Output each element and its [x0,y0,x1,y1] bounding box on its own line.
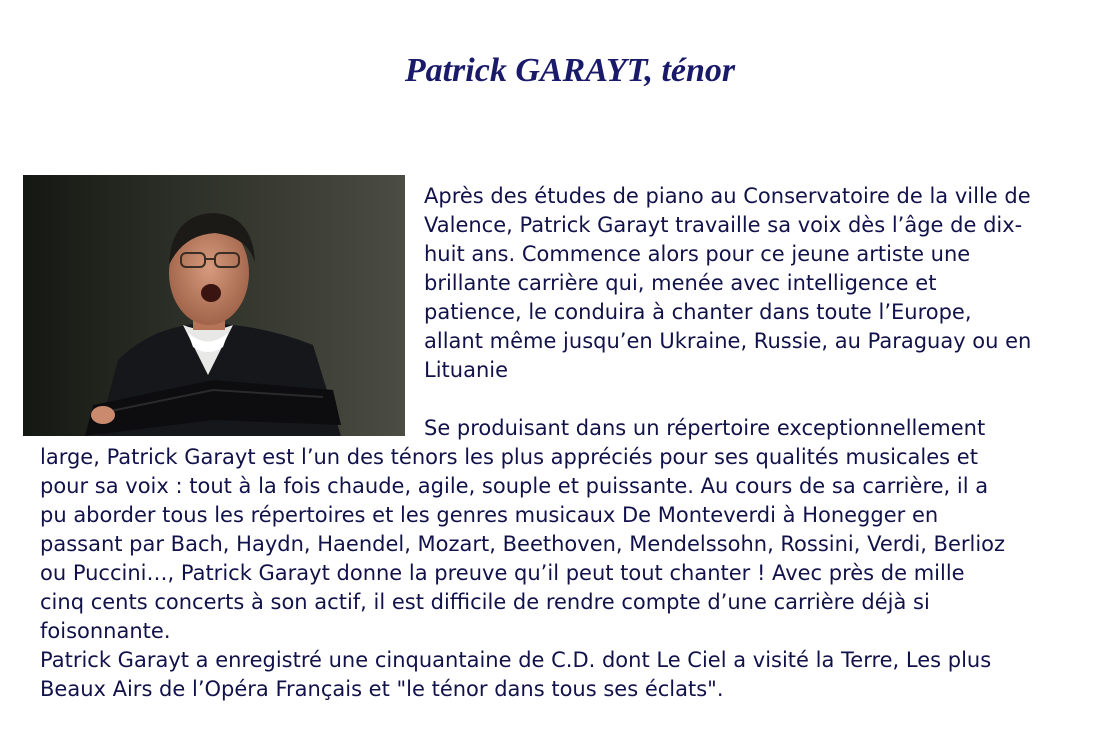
text-line: pu aborder tous les répertoires et les genres musicaux De Monteverdi à Honegger en [40,503,939,527]
singer-photo [23,175,405,436]
text-line: huit ans. Commence alors pour ce jeune artiste une [424,242,971,266]
biography-paragraph-recordings [40,646,991,704]
text-line: pour sa voix : tout à la fois chaude, agile, souple et puissante. Au cours de sa carrière, il a [40,474,989,498]
text-line: Beaux Airs de l’Opéra Français et "le ténor dans tous ses éclats". [40,677,724,701]
text-line: cinq cents concerts à son actif, il est difficile de rendre compte d’une carrière déjà si [40,590,930,614]
biography-paragraph-intro [424,182,1031,385]
text-line: Lituanie [424,358,509,382]
text-line: Valence, Patrick Garayt travaille sa voix dès l’âge de dix- [424,213,1023,237]
text-line: Se produisant dans un répertoire exceptionnellement [424,416,986,440]
text-line: Patrick Garayt a enregistré une cinquantaine de C.D. dont Le Ciel a visité la Terre, Les plus [40,648,992,672]
text-line: ou Puccini…, Patrick Garayt donne la preuve qu’il peut tout chanter ! Avec près de mille [40,561,965,585]
text-line: brillante carrière qui, menée avec intelligence et [424,271,937,295]
page-title: Patrick GARAYT, ténor [404,52,736,89]
text-line: foisonnante. [40,619,171,643]
biography-paragraph-repertoire [40,443,1005,646]
text-line: patience, le conduira à chanter dans toute l’Europe, [424,300,972,324]
text-line: large, Patrick Garayt est l’un des ténors les plus appréciés pour ses qualités musicales et [40,445,978,469]
text-line: allant même jusqu’en Ukraine, Russie, au Paraguay ou en [424,329,1032,353]
text-line: Après des études de piano au Conservatoire de la ville de [424,184,1031,208]
text-line: passant par Bach, Haydn, Haendel, Mozart, Beethoven, Mendelssohn, Rossini, Verdi, Berlioz [40,532,1006,556]
biography-paragraph-repertoire-start [424,414,985,443]
